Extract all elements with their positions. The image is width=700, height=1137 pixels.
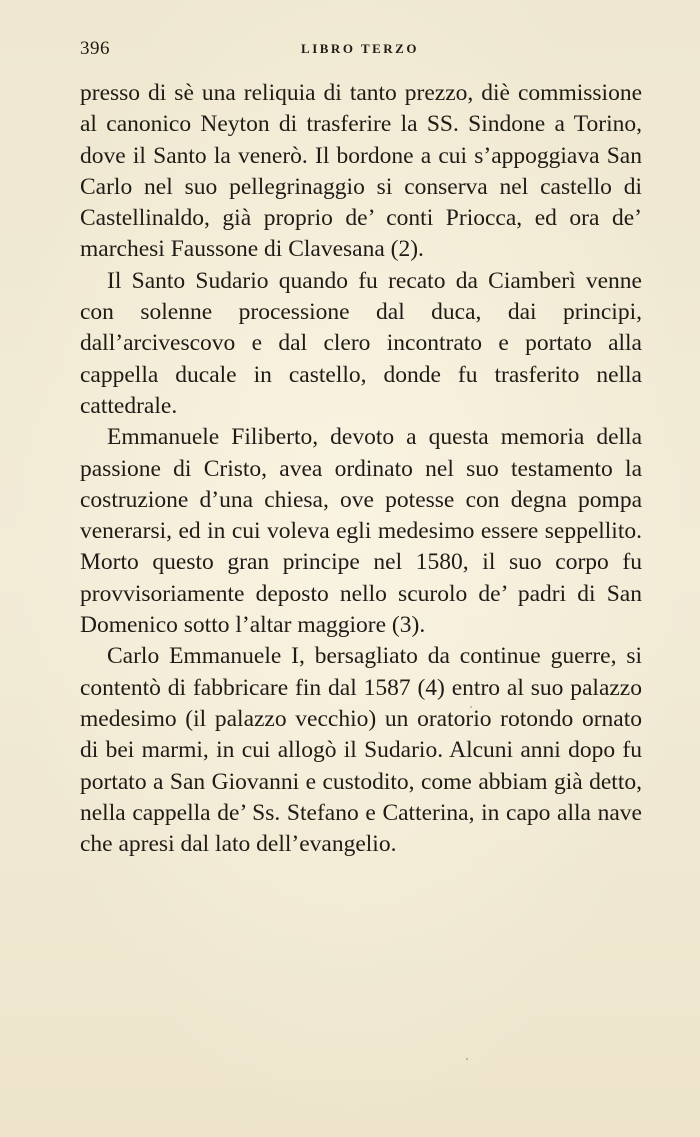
paper-speck <box>466 1058 468 1060</box>
paper-speck <box>470 706 472 708</box>
running-head <box>80 38 640 60</box>
paragraph-continuation: presso di sè una reliquia di tanto prezzo, diè commissione al canonico Neyton di trasferire la SS. Sindone a Torino, dove il Santo la venerò. Il bordone a cui s’appoggiava San Carlo nel suo pellegrinaggio si conserva nel castello di Castellinaldo, già proprio de’ conti Priocca, ed ora de’ marchesi Faussone di Clavesana (2). <box>80 80 642 263</box>
paragraph-carlo-emmanuele: Carlo Emmanuele I, bersagliato da continue guerre, si contentò di fabbricare fin dal 1587 (4) entro al suo palazzo medesimo (il palazzo vecchio) un oratorio rotondo ornato di bei marmi, in cui allogò il Sudario. Alcuni anni dopo fu portato a San Giovanni e custodito, come abbiam già detto, nella cappella de’ Ss. Stefano e Catterina, in capo alla nave che apresi dal lato dell’evangelio. <box>80 643 642 858</box>
text-block <box>80 78 642 860</box>
paragraph-santo-sudario: Il Santo Sudario quando fu recato da Ciamberì venne con solenne processione dal duca, dai principi, dall’arcivescovo e dal clero incontrato e portato alla cappella ducale in castello, donde fu trasferito nella cattedrale. <box>80 267 642 419</box>
page-number: 396 <box>80 38 110 59</box>
paragraph-emmanuele-filiberto: Emmanuele Filiberto, devoto a questa memoria della passione di Cristo, avea ordinato nel suo testamento la costruzione d’una chiesa, ove potesse con degna pompa venerarsi, ed in cui voleva egli medesimo essere seppellito. Morto questo gran principe nel 1580, il suo corpo fu provvisoriamente deposto nello scurolo de’ padri di San Domenico sotto l’altar maggiore (3). <box>80 424 642 639</box>
running-title: LIBRO TERZO <box>301 41 419 56</box>
